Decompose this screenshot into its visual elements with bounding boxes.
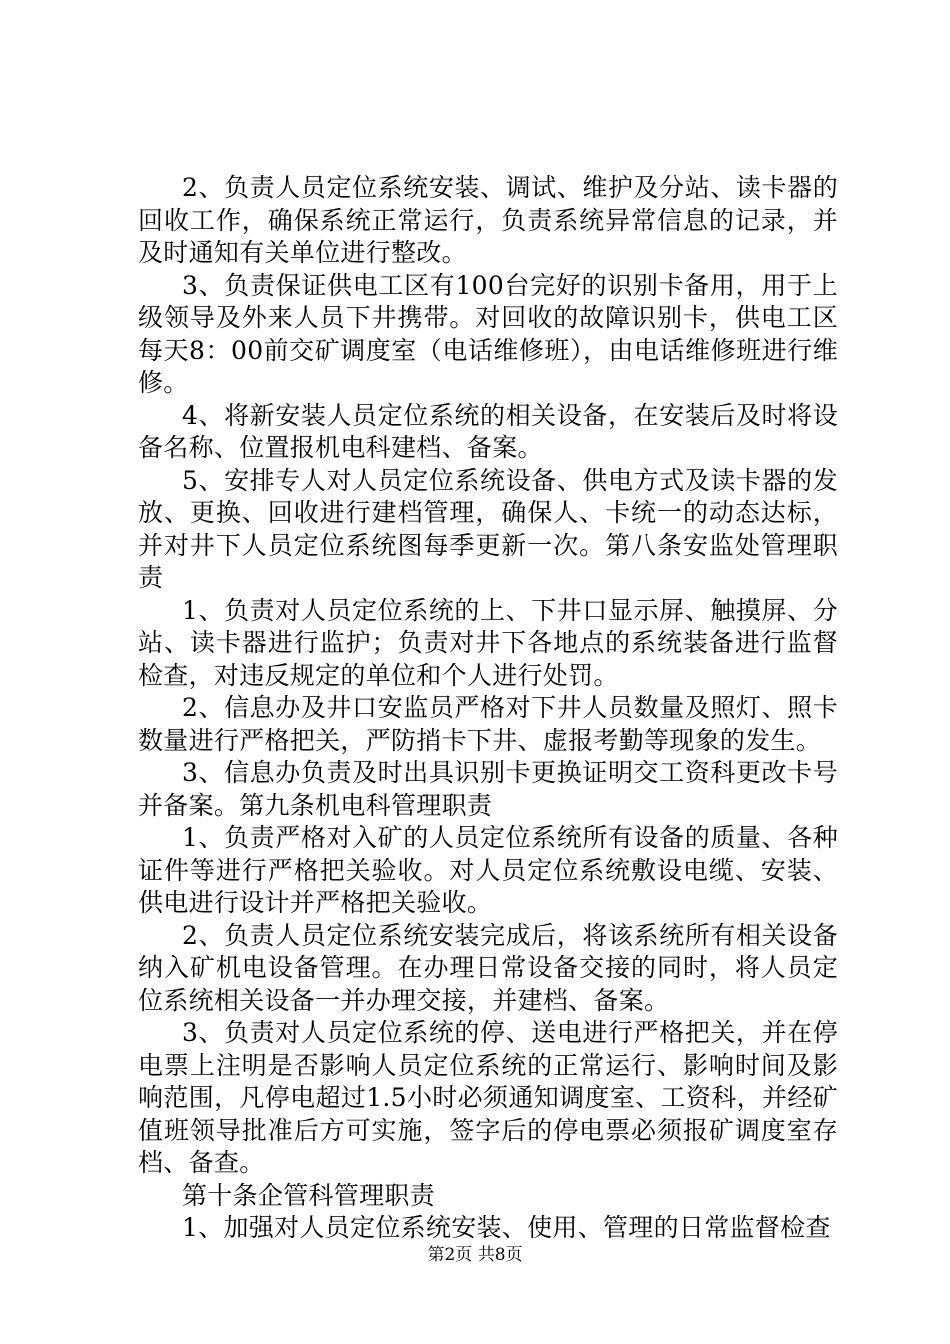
paragraph: 1、负责对人员定位系统的上、下井口显示屏、触摸屏、分站、读卡器进行监护；负责对井下各地点的系统装备进行监督检查，对违反规定的单位和个人进行处罚。 [138, 595, 838, 690]
paragraph: 3、信息办负责及时出具识别卡更换证明交工资科更改卡号并备案。第九条机电科管理职责 [138, 758, 838, 820]
page-number-footer: 第2页 共8页 [427, 1245, 523, 1265]
paragraph: 3、负责保证供电工区有100台完好的识别卡备用，用于上级领导及外来人员下井携带。对回收的故障识别卡，供电工区每天8：00前交矿调度室（电话维修班），由电话维修班进行维修。 [138, 270, 838, 397]
paragraph: 2、负责人员定位系统安装、调试、维护及分站、读卡器的回收工作，确保系统正常运行，负责系统异常信息的记录，并及时通知有关单位进行整改。 [138, 173, 838, 267]
paragraph: 4、将新安装人员定位系统的相关设备，在安装后及时将设备名称、位置报机电科建档、备案。 [138, 400, 838, 462]
section-heading: 第十条企管科管理职责 [182, 1180, 436, 1210]
document-body [138, 172, 838, 1245]
paragraph: 2、信息办及井口安监员严格对下井人员数量及照灯、照卡数量进行严格把关，严防捎卡下井、虚报考勤等现象的发生。 [138, 693, 838, 755]
paragraph: 5、安排专人对人员定位系统设备、供电方式及读卡器的发放、更换、回收进行建档管理，确保人、卡统一的动态达标，并对井下人员定位系统图每季更新一次。第八条安监处管理职责 [138, 465, 838, 592]
paragraph: 3、负责对人员定位系统的停、送电进行严格把关，并在停电票上注明是否影响人员定位系统的正常运行、影响时间及影响范围，凡停电超过1.5小时必须通知调度室、工资科，并经矿值班领导批准后方可实施，签字后的停电票必须报矿调度室存档、备查。 [138, 1018, 838, 1177]
paragraph: 2、负责人员定位系统安装完成后，将该系统所有相关设备纳入矿机电设备管理。在办理日常设备交接的同时，将人员定位系统相关设备一并办理交接，并建档、备案。 [138, 920, 838, 1015]
paragraph: 1、负责严格对入矿的人员定位系统所有设备的质量、各种证件等进行严格把关验收。对人员定位系统敷设电缆、安装、供电进行设计并严格把关验收。 [138, 823, 838, 917]
paragraph: 1、加强对人员定位系统安装、使用、管理的日常监督检查 [182, 1213, 831, 1242]
